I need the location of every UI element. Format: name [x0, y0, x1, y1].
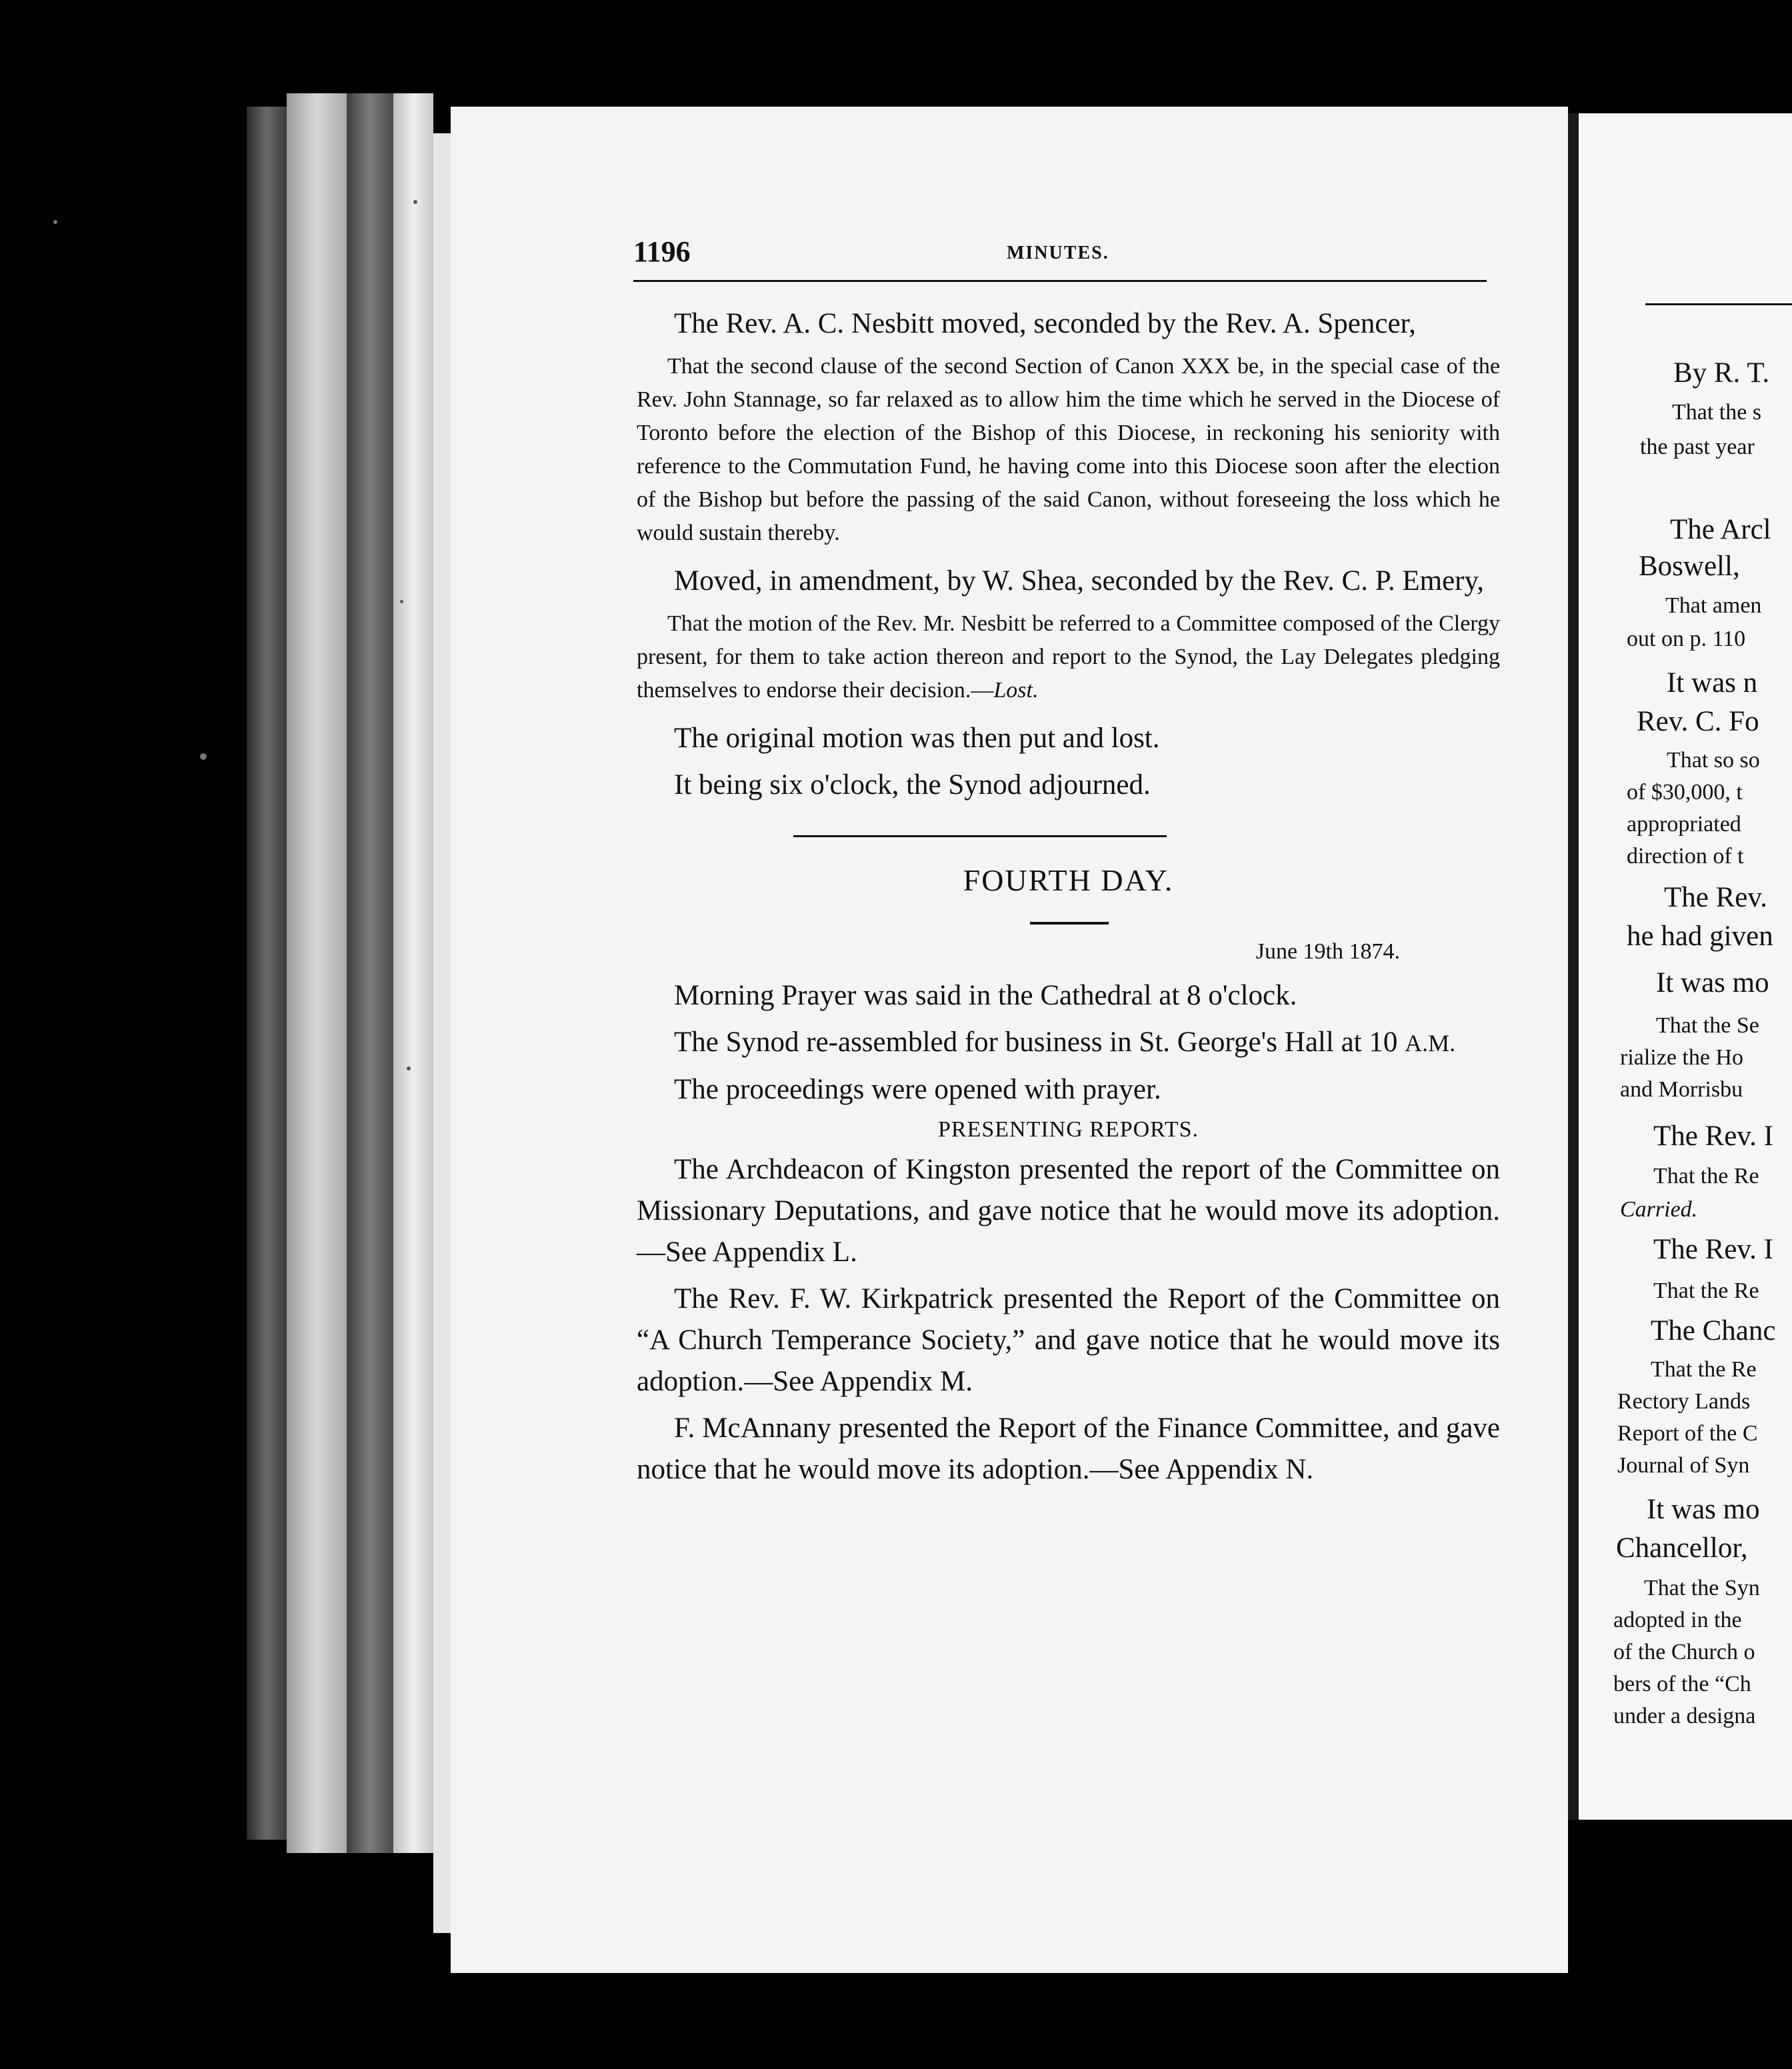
right-fragment: The Rev. [1664, 882, 1767, 913]
right-fragment: That the Re [1653, 1278, 1759, 1303]
right-fragment: Carried. [1620, 1197, 1698, 1222]
dust-speck [53, 220, 57, 224]
header-rule [633, 280, 1487, 282]
report-missionary-deputations: The Archdeacon of Kingston presented the report of the Committee on Missionary Deputations, and gave notice that he would move its adoption.—See Appendix L. [637, 1154, 1500, 1268]
right-page-header-rule [1645, 303, 1792, 305]
dust-speck [400, 600, 403, 603]
right-fragment: appropriated [1627, 812, 1741, 837]
right-fragment: That the Re [1653, 1164, 1759, 1188]
section-heading: PRESENTING REPORTS. [937, 1117, 1199, 1142]
right-fragment: By R. T. [1673, 357, 1770, 389]
time-am: A.M. [1405, 1030, 1456, 1056]
morning-prayer: Morning Prayer was said in the Cathedral at 8 o'clock. [674, 980, 1297, 1011]
right-fragment: the past year [1640, 435, 1755, 459]
right-fragment: Rectory Lands [1617, 1389, 1751, 1414]
synod-adjourned: It being six o'clock, the Synod adjourned. [674, 769, 1151, 801]
dust-speck [200, 753, 207, 760]
date-line: June 19th 1874. [1255, 939, 1400, 964]
right-fragment: of the Church o [1613, 1640, 1755, 1664]
right-fragment: The Chanc [1651, 1315, 1776, 1346]
book-edge-strip [247, 107, 287, 1840]
right-fragment: It was n [1667, 667, 1758, 699]
day-heading: FOURTH DAY. [963, 863, 1174, 897]
original-motion-lost: The original motion was then put and lost. [674, 723, 1160, 754]
right-fragment: That amen [1665, 593, 1762, 618]
right-fragment: Report of the C [1617, 1421, 1758, 1446]
amendment-body: That the motion of the Rev. Mr. Nesbitt be referred to a Committee composed of the Clergy present, for them to take action thereon and report to the Synod, the Lay Delegates pledging themselves to endorse their decision.— [637, 611, 1500, 703]
amendment-result: Lost. [993, 678, 1039, 703]
right-fragment: out on p. 110 [1627, 627, 1746, 651]
right-fragment: of $30,000, t [1627, 780, 1743, 805]
right-fragment: The Arcl [1670, 514, 1771, 545]
right-fragment: Boswell, [1639, 551, 1740, 582]
right-fragment: rialize the Ho [1620, 1045, 1744, 1070]
right-fragment: and Morrisbu [1620, 1077, 1743, 1102]
section-divider [793, 835, 1167, 837]
dust-speck [407, 1066, 411, 1070]
reassembled-text: The Synod re-assembled for business in St. George's Hall at 10 [674, 1027, 1398, 1058]
right-fragment: he had given [1627, 921, 1773, 952]
page-number: 1196 [633, 235, 691, 268]
right-fragment: direction of t [1627, 844, 1744, 869]
right-fragment: Chancellor, [1616, 1532, 1748, 1564]
page-header [633, 235, 1487, 275]
right-fragment: adopted in the [1613, 1608, 1742, 1632]
page-body [637, 303, 1500, 1496]
right-fragment: The Rev. I [1653, 1234, 1773, 1265]
right-fragment: Rev. C. Fo [1637, 706, 1759, 737]
synod-reassembled [637, 1022, 1500, 1064]
right-fragment: That the Re [1651, 1357, 1757, 1382]
motion-text-canon: That the second clause of the second Section of Canon XXX be, in the special case of the Rev. John Stannage, so far relaxed as to allow him the time which he served in the Diocese of Toronto before the election of the Bishop of this Diocese, in reckoning his seniority with reference to the Commutation Fund, he having come into this Diocese soon after the election of the Bishop but before the passing of the said Canon, without foreseeing the loss which he would sustain thereby. [637, 354, 1500, 545]
right-fragment: It was mo [1656, 967, 1769, 999]
gutter-shadow [1568, 113, 1579, 1820]
right-fragment: under a designa [1613, 1704, 1756, 1728]
right-fragment: It was mo [1647, 1494, 1760, 1525]
amendment-text [637, 607, 1500, 707]
right-fragment: The Rev. I [1653, 1120, 1773, 1152]
right-fragment: bers of the “Ch [1613, 1672, 1751, 1696]
opened-with-prayer: The proceedings were opened with prayer. [674, 1074, 1161, 1105]
amendment-intro: Moved, in amendment, by W. Shea, seconded by the Rev. C. P. Emery, [674, 565, 1484, 597]
short-divider [1030, 922, 1109, 925]
right-fragment: That so so [1667, 748, 1760, 773]
book-edge-strip [347, 93, 393, 1853]
report-temperance-society: The Rev. F. W. Kirkpatrick presented the Report of the Committee on “A Church Temperance Society,” and gave notice that he would move its adoption.—See Appendix M. [637, 1283, 1500, 1397]
right-fragment: Journal of Syn [1617, 1453, 1750, 1478]
right-fragment: That the Syn [1644, 1576, 1760, 1600]
book-edge-strip [287, 93, 347, 1853]
right-fragment: That the s [1672, 400, 1762, 425]
book-edge-strip [393, 93, 433, 1853]
running-title: MINUTES. [1007, 243, 1109, 263]
motion-intro-nesbitt: The Rev. A. C. Nesbitt moved, seconded by the Rev. A. Spencer, [674, 308, 1416, 339]
report-finance-committee: F. McAnnany presented the Report of the Finance Committee, and gave notice that he would move its adoption.—See Appendix N. [637, 1412, 1500, 1485]
right-fragment: That the Se [1656, 1013, 1759, 1038]
dust-speck [413, 200, 417, 204]
